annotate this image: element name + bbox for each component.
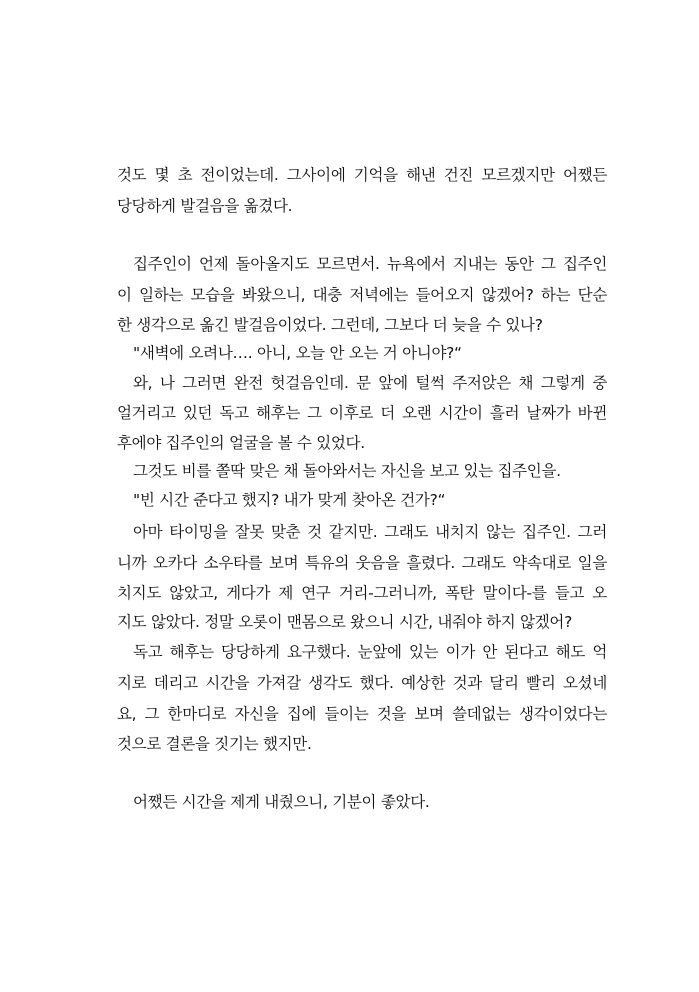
text-line: 요, 그 한마디로 자신을 집에 들이는 것을 보며 쓸데없는 생각이었다는 <box>117 705 607 723</box>
text-line: 이 일하는 모습을 봐왔으니, 대충 저녁에는 들어오지 않겠어? 하는 단순 <box>117 286 607 304</box>
text-line: 것도 몇 초 전이었는데. 그사이에 기억을 해낸 건진 모르겠지만 어쨌든 <box>117 166 607 184</box>
text-line: 후에야 집주인의 얼굴을 볼 수 있었다. <box>117 434 365 452</box>
text-line: 집주인이 언제 돌아올지도 모르면서. 뉴욕에서 지내는 동안 그 집주인 <box>133 255 607 273</box>
text-line: 것으로 결론을 짓기는 했지만. <box>117 735 312 753</box>
text-line: 아마 타이밍을 잘못 맞춘 것 같지만. 그래도 내치지 않는 집주인. 그러 <box>133 523 607 541</box>
text-line: 한 생각으로 옮긴 발걸음이었다. 그런데, 그보다 더 늦을 수 있나? <box>117 316 543 334</box>
text-line: 얼거리고 있던 독고 해후는 그 이후로 더 오랜 시간이 흘러 날짜가 바뀐 <box>117 404 607 422</box>
text-line: 치지도 않았고, 게다가 제 연구 거리-그러니까, 폭탄 말이다-를 들고 오 <box>117 584 607 602</box>
text-line: 니까 오카다 소우타를 보며 특유의 웃음을 흘렸다. 그래도 약속대로 일을 <box>117 554 607 572</box>
text-line: 그것도 비를 쫄딱 맞은 채 돌아와서는 자신을 보고 있는 집주인을. <box>133 462 561 480</box>
text-line: 어쨌든 시간을 제게 내줬으니, 기분이 좋았다. <box>133 793 430 811</box>
text-line: 지도 않았다. 정말 오롯이 맨몸으로 왔으니 시간, 내줘야 하지 않겠어? <box>117 613 572 631</box>
text-line: "빈 시간 준다고 했지? 내가 맞게 찾아온 건가?“ <box>133 491 446 509</box>
text-line: 와, 나 그러면 완전 헛걸음인데. 문 앞에 털썩 주저앉은 채 그렇게 중 <box>133 374 607 392</box>
text-line: 당당하게 발걸음을 옮겼다. <box>117 197 293 215</box>
text-line: 지로 데리고 시간을 가져갈 생각도 했다. 예상한 것과 달리 빨리 오셨네 <box>117 674 607 692</box>
text-line: 독고 해후는 당당하게 요구했다. 눈앞에 있는 이가 안 된다고 해도 억 <box>133 643 607 661</box>
text-line: "새벽에 오려나…. 아니, 오늘 안 오는 거 아니야?“ <box>133 344 462 362</box>
